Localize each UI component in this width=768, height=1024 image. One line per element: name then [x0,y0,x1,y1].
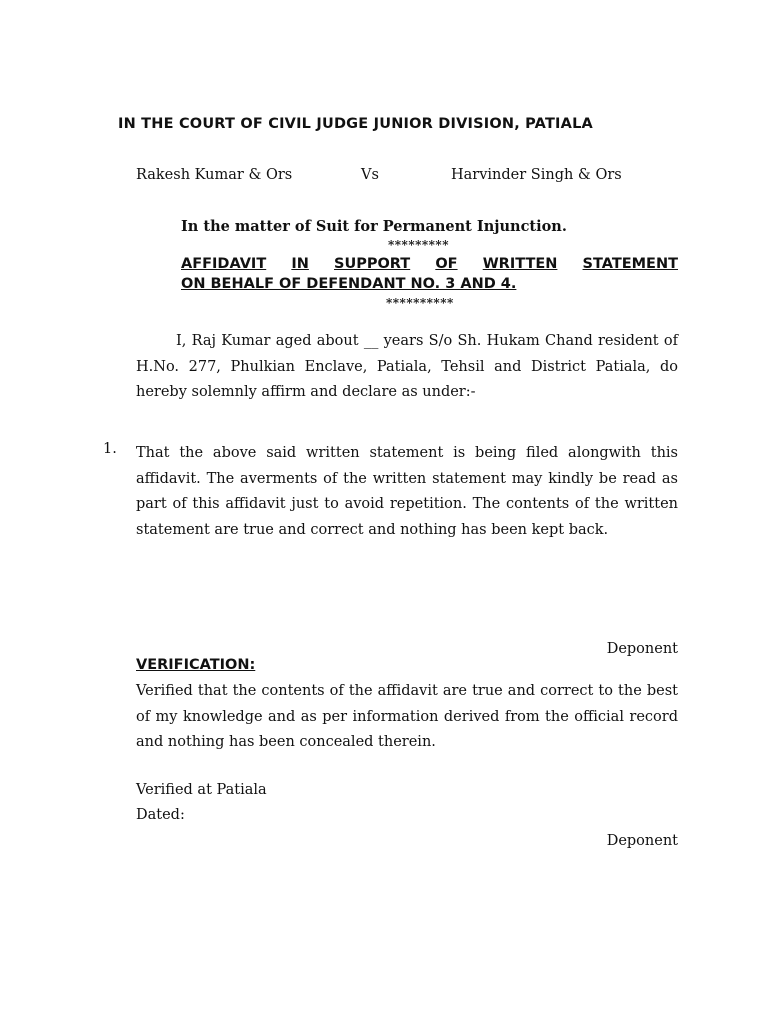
heading-word: WRITTEN [482,256,558,272]
verified-at-line: Verified at Patiala [136,782,267,798]
plaintiff-name: Rakesh Kumar & Ors [136,167,293,183]
heading-word: IN [291,256,309,272]
intro-paragraph: I, Raj Kumar aged about __ years S/o Sh. Hukam Chand resident of H.No. 277, Phulkian Enclave, Patiala, Tehsil and District Patiala, do hereby solemnly affirm and declare as under:- [136,333,678,400]
deponent-verification-label: Deponent [606,833,678,849]
heading-word: OF [435,256,458,272]
matter-line: In the matter of Suit for Permanent Injunction. [181,218,567,235]
point-number: 1. [103,441,117,457]
heading-word: SUPPORT [334,256,411,272]
separator-stars-1: ********* [388,238,449,252]
defendant-name: Harvinder Singh & Ors [451,167,622,183]
verification-title: VERIFICATION: [136,657,256,673]
affidavit-heading-line-2: ON BEHALF OF DEFENDANT NO. 3 AND 4. [181,276,517,292]
point-paragraph: That the above said written statement is being filed alongwith this affidavit. The averments of the written statement may kindly be read as part of this affidavit just to avoid repetition. The contents of the written statement are true and correct and nothing has been kept back. [136,445,678,538]
verification-paragraph: Verified that the contents of the affidavit are true and correct to the best of my knowledge and as per information derived from the official record and nothing has been concealed therein. [136,683,678,750]
dated-line: Dated: [136,807,185,823]
court-title: IN THE COURT OF CIVIL JUDGE JUNIOR DIVISION, PATIALA [118,116,593,132]
affidavit-heading-line-1 [181,256,678,272]
heading-word: AFFIDAVIT [181,256,267,272]
separator-stars-2: ********** [386,296,454,310]
deponent-signature-label: Deponent [606,641,678,657]
versus-label: Vs [361,167,379,183]
heading-word: STATEMENT [582,256,678,272]
